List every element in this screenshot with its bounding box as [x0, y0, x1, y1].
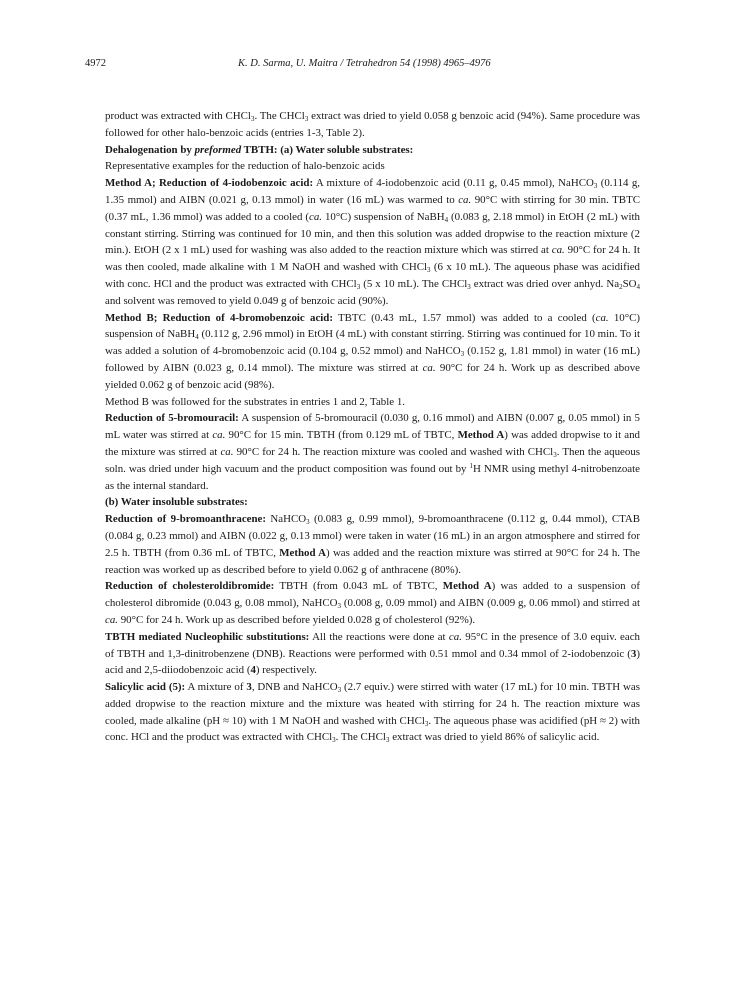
page-header — [0, 58, 731, 72]
paragraph-nucleophilic-substitutions: TBTH mediated Nucleophilic substitutions: All the reactions were done at ca. 95°C in the presence of 3.0 equiv. each of TBTH and 1,3-dinitrobenzene (DNB). Reactions were performed with 0.51 mmol and 0.34 mmol of 2-iodobenzoic (3) acid and 2,5-diiodobenzoic acid (4) respectively. — [105, 630, 640, 677]
section-heading-water-insoluble: (b) Water insoluble substrates: — [105, 496, 248, 509]
paragraph-bromouracil: Reduction of 5-bromouracil: A suspension of 5-bromouracil (0.030 g, 0.16 mmol) and AIBN (0.007 g, 0.05 mmol) in 5 mL water was stirred at ca. 90°C for 15 min. TBTH (from 0.129 mL of TBTC, Method A) was added dropwise to it and the mixture was stirred at ca. 90°C for 24 h. The reaction mixture was cooled and washed with CHCl$_3$. Then the aqueous soln. was dried under high vacuum and the product composition was found out by $^1$H NMR using methyl 4-nitrobenzoate as the internal standard. — [105, 412, 640, 492]
run-in-heading: Salicylic acid (5): — [105, 681, 186, 694]
run-in-heading: Reduction of 5-bromouracil: — [105, 412, 239, 425]
run-in-heading: Reduction of cholesteroldibromide: — [105, 580, 275, 593]
run-in-heading: Method A; Reduction of 4-iodobenzoic acid: — [105, 177, 314, 190]
paragraph-benzoic-workup: product was extracted with CHCl$_3$. The CHCl$_3$ extract was dried to yield 0.058 g benzoic acid (94%). Same procedure was followed for other halo-benzoic acids (entries 1-3, Table 2). — [105, 110, 640, 139]
run-in-heading: TBTH mediated Nucleophilic substitutions: — [105, 630, 310, 643]
paragraph-cholesterol-dibromide: Reduction of cholesteroldibromide: TBTH (from 0.043 mL of TBTC, Method A) was added to a suspension of cholesterol dibromide (0.043 g, 0.08 mmol), NaHCO$_3$ (0.008 g, 0.09 mmol) and AIBN (0.009 g, 0.06 mmol) and stirred at ca. 90°C for 24 h. Work up as described before yielded 0.028 g of cholesterol (92%). — [105, 580, 640, 626]
run-in-heading: Method B; Reduction of 4-bromobenzoic acid: — [105, 311, 333, 324]
paragraph-salicylic-acid: Salicylic acid (5): A mixture of 3, DNB and NaHCO$_3$ (2.7 equiv.) were stirred with water (17 mL) for 10 min. TBTH was added dropwise to the reaction mixture and the mixture was heated with stirring for 24 h. The reaction mixture was cooled, made alkaline (pH ≈ 10) with 1 M NaOH and washed with CHCl$_3$. The aqueous phase was acidified (pH ≈ 2) with conc. HCl and the product was extracted with CHCl$_3$. The CHCl$_3$ extract was dried to yield 86% of salicylic acid. — [105, 681, 640, 745]
paragraph-method-b-note: Method B was followed for the substrates in entries 1 and 2, Table 1. — [105, 395, 405, 408]
paragraph-bromoanthracene: Reduction of 9-bromoanthracene: NaHCO$_3$ (0.083 g, 0.99 mmol), 9-bromoanthracene (0.112 g, 0.44 mmol), CTAB (0.084 g, 0.23 mmol) and AIBN (0.022 g, 0.13 mmol) were taken in water (16 mL) in an argon atmosphere and stirred for 2.5 h. TBTH (from 0.36 mL of TBTC, Method A) was added and the reaction mixture was stirred at 90°C for 24 h. The reaction was worked up as described before to yield 0.062 g of anthracene (80%). — [105, 513, 640, 576]
paragraph-method-a: Method A; Reduction of 4-iodobenzoic acid: A mixture of 4-iodobenzoic acid (0.11 g, 0.45 mmol), NaHCO$_3$ (0.114 g, 1.35 mmol) and AIBN (0.021 g, 0.13 mmol) in water (16 mL) was warmed to ca. 90°C with stirring for 30 min. TBTC (0.37 mL, 1.36 mmol) was added to a cooled (ca. 10°C) suspension of NaBH$_4$ (0.083 g, 2.18 mmol) in EtOH (2 mL) with constant stirring. Stirring was continued for 10 min, and then this solution was added dropwise to the reaction mixture (2 min.). EtOH (2 x 1 mL) used for washing was also added to the reaction mixture which was stirred at ca. 90°C for 24 h. It was then cooled, made alkaline with 1 M NaOH and washed with CHCl$_3$ (6 x 10 mL). The aqueous phase was acidified with conc. HCl and the product was extracted with CHCl$_3$ (5 x 10 mL). The CHCl$_3$ extract was dried over anhyd. $Na_2SO_4$ and solvent was removed to yield 0.049 g of benzoic acid (90%). — [105, 177, 641, 307]
paragraph-method-b: Method B; Reduction of 4-bromobenzoic acid: TBTC (0.43 mL, 1.57 mmol) was added to a cooled (ca. 10°C) suspension of NaBH$_4$ (0.112 g, 2.96 mmol) in EtOH (4 mL) with constant stirring. Stirring was continued for 10 min. To it was added a solution of 4-bromobenzoic acid (0.104 g, 0.52 mmol) and NaHCO$_3$ (0.152 g, 1.81 mmol) in water (16 mL) followed by AIBN (0.023 g, 0.14 mmol). The mixture was stirred at ca. 90°C for 24 h. Work up as described above yielded 0.062 g of benzoic acid (98%). — [105, 311, 641, 391]
article-body — [105, 108, 640, 746]
paragraph-representative-examples: Representative examples for the reduction of halo-benzoic acids — [105, 160, 385, 173]
page-number: 4972 — [85, 58, 106, 69]
run-in-heading: Reduction of 9-bromoanthracene: — [105, 513, 266, 526]
running-title: K. D. Sarma, U. Maitra / Tetrahedron 54 (1998) 4965–4976 — [238, 58, 491, 69]
section-heading-water-soluble: Dehalogenation by preformed TBTH: (a) Water soluble substrates: — [105, 143, 414, 156]
